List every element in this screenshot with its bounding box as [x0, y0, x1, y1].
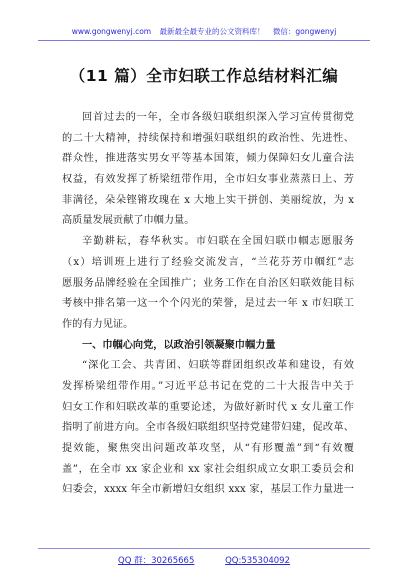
footer-qq[interactable]: QQ:535304092 — [225, 556, 290, 566]
header-slogan: 最新最全最专业的公文资料库！ — [159, 27, 265, 36]
text-line: 菲满径，朵朵铿锵玫瑰在 x 大地上实干拼创、美丽绽放，为 x — [62, 194, 354, 206]
text-line: 妇委会，xxxx 年全市新增妇女组织 xxx 家，基层工作力量进一 — [62, 484, 354, 496]
text-line: 盖”，在全市 xx 家企业和 xx 家社会组织成立女职工委员会和 — [62, 463, 354, 475]
paragraph-1 — [62, 108, 354, 232]
site-header — [0, 27, 408, 37]
text-line: （x）培训班上进行了经验交流发言，“兰花芬芳巾帼红”志 — [62, 256, 354, 268]
text-line: 愿服务品牌经验在全国推广；业务工作在自治区妇联效能目标 — [62, 277, 354, 289]
text-line: 提效能，聚焦突出问题改革攻坚，从“有形覆盖”到“有效覆 — [62, 443, 354, 454]
text-line: 权益，有效发挥了桥梁纽带作用，全市妇女事业蒸蒸日上、芳 — [62, 174, 354, 186]
text-line: 群众性，推进落实男女平等基本国策，倾力保障妇女儿童合法 — [62, 153, 354, 165]
text-line: 辛勤耕耘，春华秋实。市妇联在全国妇联巾帼志愿服务 — [82, 236, 354, 248]
header-divider — [38, 40, 370, 41]
page-title: （11 篇）全市妇联工作总结材料汇编 — [69, 67, 339, 85]
text-line: 的二十大精神，持续保持和增强妇联组织的政治性、先进性、 — [62, 132, 354, 144]
text-line: 回首过去的一年，全市各级妇联组织深入学习宣传贯彻党 — [82, 112, 354, 123]
text-line: “深化工会、共青团、妇联等群团组织改革和建设，有效 — [82, 360, 354, 372]
header-site-link[interactable]: www.gongwenyj.com — [71, 27, 152, 36]
site-footer — [0, 554, 408, 566]
paragraph-2 — [62, 232, 354, 335]
footer-divider — [38, 548, 370, 549]
text-line: 高质量发展贡献了巾帼力量。 — [62, 215, 195, 227]
text-line: 发挥桥梁纽带作用。”习近平总书记在党的二十大报告中关于 — [62, 380, 354, 392]
section-heading: 一、巾帼心向党，以政治引领凝聚巾帼力量 — [82, 339, 276, 351]
text-line: 指明了前进方向。全市各级妇联组织坚持党建带妇建，促改革、 — [62, 422, 354, 434]
paragraph-3 — [62, 356, 354, 501]
header-wechat: 微信：gongwenyj — [272, 27, 337, 36]
document-body — [62, 108, 354, 501]
text-line: 考核中排名第一这一个个闪光的荣誉，是过去一年 x 市妇联工 — [62, 298, 354, 310]
text-line: 妇女工作和妇联改革的重要论述，为做好新时代 x 女儿童工作 — [62, 401, 354, 413]
text-line: 作的有力见证。 — [62, 318, 134, 330]
footer-qq-group[interactable]: QQ 群：30265665 — [118, 556, 195, 566]
